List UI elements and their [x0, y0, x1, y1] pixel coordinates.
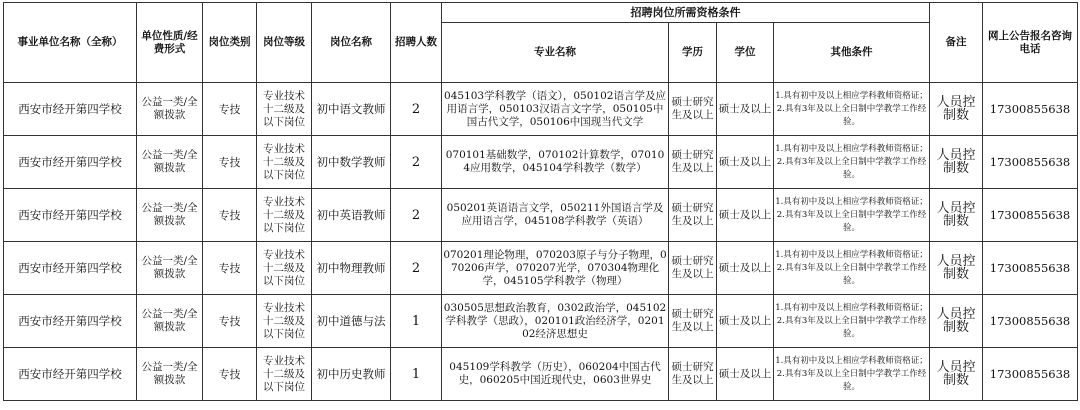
header-major: 专业名称	[442, 23, 669, 83]
post-level: 专业技术十二级及以下岗位	[257, 189, 312, 242]
education-req: 硕士研究生及以上	[669, 295, 717, 348]
contact-phone: 17300855638	[983, 295, 1078, 348]
post-name: 初中语文教师	[312, 83, 391, 136]
unit-name: 西安市经开第四学校	[4, 348, 137, 401]
table-row	[4, 242, 1078, 295]
major-names: 045109学科教学（历史），060204中国古代史，060205中国近现代史，0603世界史	[442, 348, 669, 401]
post-name: 初中历史教师	[312, 348, 391, 401]
post-level: 专业技术十二级及以下岗位	[257, 348, 312, 401]
post-name: 初中道德与法	[312, 295, 391, 348]
header-unit: 事业单位名称（全称）	[4, 3, 137, 83]
unit-nature: 公益一类/全额拨款	[137, 83, 203, 136]
degree-req: 硕士及以上	[717, 348, 774, 401]
degree-req: 硕士及以上	[717, 295, 774, 348]
post-category: 专技	[203, 242, 257, 295]
note: 人员控制数	[930, 295, 983, 348]
major-names: 070101基础数学，070102计算数学，070104应用数学，045104学科教学（数学）	[442, 136, 669, 189]
major-names: 050201英语语言文学，050211外国语言学及应用语言学，045108学科教学（英语）	[442, 189, 669, 242]
unit-nature: 公益一类/全额拨款	[137, 295, 203, 348]
education-req: 硕士研究生及以上	[669, 83, 717, 136]
unit-nature: 公益一类/全额拨款	[137, 242, 203, 295]
recruitment-table	[3, 2, 1078, 401]
post-level: 专业技术十二级及以下岗位	[257, 242, 312, 295]
education-req: 硕士研究生及以上	[669, 242, 717, 295]
contact-phone: 17300855638	[983, 83, 1078, 136]
header-other: 其他条件	[774, 23, 930, 83]
other-conditions: 1.具有初中及以上相应学科教师资格证；2.具有3年及以上全日制中学教学工作经验。	[774, 136, 930, 189]
major-names: 045103学科教学（语文），050102语言学及应用语言学，050103汉语言文字学，050105中国古代文学，050106中国现当代文学	[442, 83, 669, 136]
header-post: 岗位名称	[312, 3, 391, 83]
post-category: 专技	[203, 348, 257, 401]
post-level: 专业技术十二级及以下岗位	[257, 295, 312, 348]
note: 人员控制数	[930, 242, 983, 295]
hire-count: 2	[391, 136, 442, 189]
other-conditions: 1.具有初中及以上相应学科教师资格证；2.具有3年及以上全日制中学教学工作经验。	[774, 189, 930, 242]
unit-nature: 公益一类/全额拨款	[137, 189, 203, 242]
unit-name: 西安市经开第四学校	[4, 242, 137, 295]
education-req: 硕士研究生及以上	[669, 136, 717, 189]
table-row	[4, 136, 1078, 189]
header-count: 招聘人数	[391, 3, 442, 83]
contact-phone: 17300855638	[983, 348, 1078, 401]
post-category: 专技	[203, 83, 257, 136]
hire-count: 1	[391, 295, 442, 348]
education-req: 硕士研究生及以上	[669, 189, 717, 242]
note: 人员控制数	[930, 83, 983, 136]
header-degree: 学位	[717, 23, 774, 83]
header-nature: 单位性质/经费形式	[137, 3, 203, 83]
hire-count: 1	[391, 348, 442, 401]
unit-name: 西安市经开第四学校	[4, 83, 137, 136]
header-education: 学历	[669, 23, 717, 83]
hire-count: 2	[391, 242, 442, 295]
post-name: 初中英语教师	[312, 189, 391, 242]
header-category: 岗位类别	[203, 3, 257, 83]
hire-count: 2	[391, 83, 442, 136]
post-name: 初中数学教师	[312, 136, 391, 189]
post-level: 专业技术十二级及以下岗位	[257, 136, 312, 189]
education-req: 硕士研究生及以上	[669, 348, 717, 401]
unit-nature: 公益一类/全额拨款	[137, 136, 203, 189]
major-names: 070201理论物理，070203原子与分子物理，070206声学，070207光学，070304物理化学，045105学科教学（物理）	[442, 242, 669, 295]
note: 人员控制数	[930, 136, 983, 189]
post-level: 专业技术十二级及以下岗位	[257, 83, 312, 136]
header-level: 岗位等级	[257, 3, 312, 83]
contact-phone: 17300855638	[983, 242, 1078, 295]
unit-name: 西安市经开第四学校	[4, 189, 137, 242]
post-category: 专技	[203, 189, 257, 242]
hire-count: 2	[391, 189, 442, 242]
degree-req: 硕士及以上	[717, 136, 774, 189]
header-conditions: 招聘岗位所需资格条件	[442, 3, 930, 23]
contact-phone: 17300855638	[983, 136, 1078, 189]
post-category: 专技	[203, 136, 257, 189]
unit-name: 西安市经开第四学校	[4, 136, 137, 189]
note: 人员控制数	[930, 189, 983, 242]
other-conditions: 1.具有初中及以上相应学科教师资格证；2.具有3年及以上全日制中学教学工作经验。	[774, 348, 930, 401]
table-row	[4, 348, 1078, 401]
other-conditions: 1.具有初中及以上相应学科教师资格证；2.具有3年及以上全日制中学教学工作经验。	[774, 295, 930, 348]
table-row	[4, 83, 1078, 136]
other-conditions: 1.具有初中及以上相应学科教师资格证；2.具有3年及以上全日制中学教学工作经验。	[774, 83, 930, 136]
table-row	[4, 189, 1078, 242]
post-category: 专技	[203, 295, 257, 348]
degree-req: 硕士及以上	[717, 83, 774, 136]
note: 人员控制数	[930, 348, 983, 401]
header-note: 备注	[930, 3, 983, 83]
unit-nature: 公益一类/全额拨款	[137, 348, 203, 401]
degree-req: 硕士及以上	[717, 242, 774, 295]
unit-name: 西安市经开第四学校	[4, 295, 137, 348]
other-conditions: 1.具有初中及以上相应学科教师资格证；2.具有3年及以上全日制中学教学工作经验。	[774, 242, 930, 295]
contact-phone: 17300855638	[983, 189, 1078, 242]
post-name: 初中物理教师	[312, 242, 391, 295]
table-row	[4, 295, 1078, 348]
degree-req: 硕士及以上	[717, 189, 774, 242]
major-names: 030505思想政治教育，0302政治学，045102学科教学（思政），020101政治经济学，020102经济思想史	[442, 295, 669, 348]
header-contact: 网上公告报名咨询电话	[983, 3, 1078, 83]
